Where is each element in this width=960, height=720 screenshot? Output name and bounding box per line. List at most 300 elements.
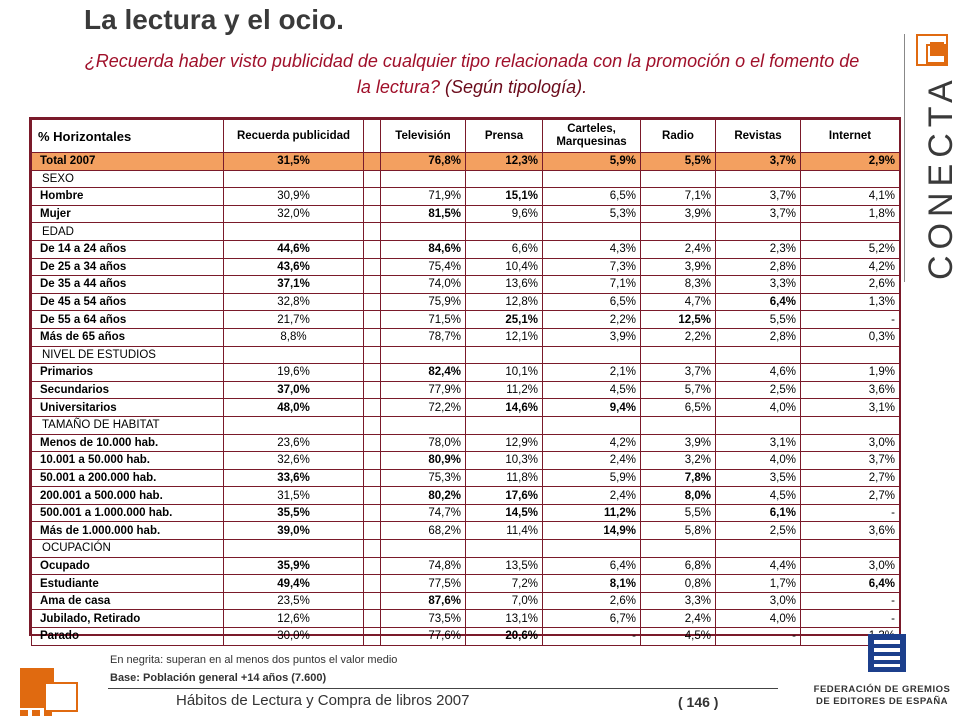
table-cell — [364, 434, 381, 452]
table-row — [32, 258, 900, 276]
table-cell: 11,8% — [466, 469, 543, 487]
federation-logo-icon — [868, 634, 906, 672]
table-cell: 5,8% — [641, 522, 716, 540]
table-cell — [466, 223, 543, 241]
table-cell: 5,5% — [641, 153, 716, 171]
row-label: Ama de casa — [32, 592, 224, 610]
table-cell: 32,8% — [224, 293, 364, 311]
table-row — [32, 240, 900, 258]
table-cell — [716, 223, 801, 241]
federation-name — [812, 684, 952, 708]
table-cell: 12,8% — [466, 293, 543, 311]
table-cell: 1,8% — [801, 205, 900, 223]
row-label: OCUPACIÓN — [32, 540, 224, 558]
page-number: ( 146 ) — [678, 694, 719, 710]
table-cell — [801, 346, 900, 364]
table-row — [32, 276, 900, 294]
table-cell: 2,4% — [641, 240, 716, 258]
table-cell: 7,8% — [641, 469, 716, 487]
row-label: Mujer — [32, 205, 224, 223]
table-cell — [364, 381, 381, 399]
table-cell: 3,9% — [641, 434, 716, 452]
table-cell — [364, 258, 381, 276]
table-cell: 77,9% — [381, 381, 466, 399]
table-cell — [641, 170, 716, 188]
column-header: Carteles, Marquesinas — [543, 120, 641, 153]
table-cell: 2,9% — [801, 153, 900, 171]
table-cell: 71,5% — [381, 311, 466, 329]
table-cell: 74,7% — [381, 504, 466, 522]
table-cell: 23,5% — [224, 592, 364, 610]
table-cell — [716, 416, 801, 434]
row-label: Hombre — [32, 188, 224, 206]
table-cell: 4,3% — [543, 240, 641, 258]
table-cell — [364, 311, 381, 329]
row-label: Más de 1.000.000 hab. — [32, 522, 224, 540]
section-row — [32, 346, 900, 364]
table-cell: 80,2% — [381, 487, 466, 505]
table-cell — [364, 610, 381, 628]
table-cell — [466, 416, 543, 434]
table-cell — [466, 346, 543, 364]
column-header: Recuerda publicidad — [224, 120, 364, 153]
table-cell: 10,3% — [466, 452, 543, 470]
table-cell: 12,6% — [224, 610, 364, 628]
table-cell: 5,5% — [641, 504, 716, 522]
table-cell — [801, 223, 900, 241]
table-cell: 8,3% — [641, 276, 716, 294]
table-cell: 31,5% — [224, 487, 364, 505]
table-cell: - — [801, 311, 900, 329]
table-cell — [364, 469, 381, 487]
row-label: Universitarios — [32, 399, 224, 417]
table-cell: 4,5% — [716, 487, 801, 505]
table-cell: - — [801, 592, 900, 610]
table-cell: 74,0% — [381, 276, 466, 294]
table-cell: 75,3% — [381, 469, 466, 487]
table-cell — [466, 170, 543, 188]
table-cell: 2,2% — [543, 311, 641, 329]
table-cell: 87,6% — [381, 592, 466, 610]
column-header: Revistas — [716, 120, 801, 153]
table-cell — [364, 575, 381, 593]
table-cell — [543, 170, 641, 188]
table-cell: 2,7% — [801, 487, 900, 505]
table-cell — [543, 223, 641, 241]
table-row — [32, 575, 900, 593]
subtitle-note: (Según tipología). — [444, 77, 588, 97]
table-row — [32, 293, 900, 311]
table-cell: 3,0% — [801, 434, 900, 452]
table-cell: 3,7% — [716, 153, 801, 171]
table-cell: 25,1% — [466, 311, 543, 329]
table-cell: 3,7% — [716, 188, 801, 206]
table-cell — [364, 205, 381, 223]
section-row — [32, 223, 900, 241]
table-cell: - — [801, 610, 900, 628]
subtitle-question: ¿Recuerda haber visto publicidad de cualquier tipo relacionada con la promoción o el fomento de la lectura? — [84, 51, 860, 97]
table-cell: 76,8% — [381, 153, 466, 171]
footer-divider — [108, 688, 778, 689]
table-cell: 2,6% — [801, 276, 900, 294]
table-cell: 2,4% — [543, 452, 641, 470]
table-cell: 30,0% — [224, 628, 364, 646]
table-cell: 14,9% — [543, 522, 641, 540]
sample-base: Base: Población general +14 años (7.600) — [110, 672, 327, 684]
row-label: NIVEL DE ESTUDIOS — [32, 346, 224, 364]
table-cell: 32,0% — [224, 205, 364, 223]
table-cell: 32,6% — [224, 452, 364, 470]
table-cell: 3,7% — [801, 452, 900, 470]
table-cell: 75,4% — [381, 258, 466, 276]
table-row — [32, 205, 900, 223]
table-cell: 14,6% — [466, 399, 543, 417]
table-cell — [543, 540, 641, 558]
row-label: EDAD — [32, 223, 224, 241]
table-cell — [364, 346, 381, 364]
table-cell: 6,4% — [543, 557, 641, 575]
table-cell — [364, 276, 381, 294]
table-cell — [543, 416, 641, 434]
page-subtitle — [82, 48, 862, 100]
table-row — [32, 469, 900, 487]
table-cell: 6,5% — [543, 293, 641, 311]
table-cell: 4,0% — [716, 610, 801, 628]
table-cell: 4,5% — [543, 381, 641, 399]
table-row — [32, 610, 900, 628]
page-title: La lectura y el ocio. — [84, 4, 344, 35]
data-table-container — [29, 117, 901, 643]
table-cell: 6,8% — [641, 557, 716, 575]
table-cell — [224, 416, 364, 434]
section-row — [32, 540, 900, 558]
table-cell: 8,1% — [543, 575, 641, 593]
table-row — [32, 452, 900, 470]
table-cell: 3,5% — [716, 469, 801, 487]
table-cell — [641, 223, 716, 241]
table-row — [32, 364, 900, 382]
table-row — [32, 381, 900, 399]
table-cell — [364, 188, 381, 206]
table-cell: 2,6% — [543, 592, 641, 610]
table-cell — [364, 522, 381, 540]
table-cell: 75,9% — [381, 293, 466, 311]
brand-divider — [904, 34, 905, 282]
table-cell: 6,1% — [716, 504, 801, 522]
table-cell: 7,1% — [641, 188, 716, 206]
table-cell: 4,7% — [641, 293, 716, 311]
table-cell: 3,7% — [641, 364, 716, 382]
table-cell: 1,7% — [716, 575, 801, 593]
table-cell — [801, 416, 900, 434]
table-cell: 48,0% — [224, 399, 364, 417]
table-cell: 5,2% — [801, 240, 900, 258]
table-cell: 3,7% — [716, 205, 801, 223]
table-cell: 4,4% — [716, 557, 801, 575]
footer-title: Hábitos de Lectura y Compra de libros 2007 — [176, 692, 470, 709]
table-cell: 73,5% — [381, 610, 466, 628]
table-cell: 10,4% — [466, 258, 543, 276]
table-cell: 84,6% — [381, 240, 466, 258]
table-cell — [364, 223, 381, 241]
table-cell: 4,0% — [716, 399, 801, 417]
table-cell: 6,6% — [466, 240, 543, 258]
row-label: Más de 65 años — [32, 328, 224, 346]
table-cell: 5,7% — [641, 381, 716, 399]
table-cell: 2,4% — [641, 610, 716, 628]
table-cell: 6,5% — [641, 399, 716, 417]
table-cell — [543, 346, 641, 364]
table-cell: 12,1% — [466, 328, 543, 346]
column-header: Televisión — [381, 120, 466, 153]
table-cell: 68,2% — [381, 522, 466, 540]
table-cell — [364, 592, 381, 610]
table-cell: 5,3% — [543, 205, 641, 223]
table-cell: 0,8% — [641, 575, 716, 593]
table-cell: 0,3% — [801, 328, 900, 346]
row-label: Primarios — [32, 364, 224, 382]
table-cell: 3,9% — [543, 328, 641, 346]
table-cell — [381, 416, 466, 434]
row-label: 50.001 a 200.000 hab. — [32, 469, 224, 487]
table-cell: 31,5% — [224, 153, 364, 171]
section-row — [32, 170, 900, 188]
table-row — [32, 399, 900, 417]
row-label: 10.001 a 50.000 hab. — [32, 452, 224, 470]
table-cell — [224, 223, 364, 241]
table-cell: 2,7% — [801, 469, 900, 487]
table-cell: 5,9% — [543, 469, 641, 487]
table-cell — [466, 540, 543, 558]
row-label: De 25 a 34 años — [32, 258, 224, 276]
table-cell: 11,2% — [466, 381, 543, 399]
table-cell: 77,6% — [381, 628, 466, 646]
corner-logo-dot-icon — [44, 710, 52, 716]
table-row — [32, 487, 900, 505]
table-cell: 8,8% — [224, 328, 364, 346]
table-cell — [641, 540, 716, 558]
table-cell: 10,1% — [466, 364, 543, 382]
table-cell: 7,3% — [543, 258, 641, 276]
table-cell: 6,7% — [543, 610, 641, 628]
table-cell: 35,5% — [224, 504, 364, 522]
table-cell: 2,3% — [716, 240, 801, 258]
table-cell: 6,5% — [543, 188, 641, 206]
table-cell: 19,6% — [224, 364, 364, 382]
row-label: Secundarios — [32, 381, 224, 399]
table-cell — [364, 416, 381, 434]
table-cell: 12,9% — [466, 434, 543, 452]
table-cell: 2,5% — [716, 522, 801, 540]
table-cell: 78,0% — [381, 434, 466, 452]
table-cell — [364, 557, 381, 575]
table-cell — [381, 170, 466, 188]
table-cell: 23,6% — [224, 434, 364, 452]
table-cell: 44,6% — [224, 240, 364, 258]
table-cell: 14,5% — [466, 504, 543, 522]
table-cell: 2,1% — [543, 364, 641, 382]
table-cell — [716, 170, 801, 188]
table-cell: 71,9% — [381, 188, 466, 206]
table-cell: 3,2% — [641, 452, 716, 470]
table-cell: 13,5% — [466, 557, 543, 575]
table-cell: 2,4% — [543, 487, 641, 505]
row-label: Total 2007 — [32, 153, 224, 171]
table-cell: 3,0% — [801, 557, 900, 575]
table-cell — [364, 540, 381, 558]
column-header — [364, 120, 381, 153]
table-cell: 5,9% — [543, 153, 641, 171]
table-cell: 3,6% — [801, 381, 900, 399]
brand-logo: CONECTA — [922, 74, 960, 280]
table-cell — [364, 452, 381, 470]
row-label: 200.001 a 500.000 hab. — [32, 487, 224, 505]
table-row — [32, 504, 900, 522]
table-cell: 13,1% — [466, 610, 543, 628]
table-cell — [364, 487, 381, 505]
table-cell: 7,1% — [543, 276, 641, 294]
table-cell: 74,8% — [381, 557, 466, 575]
row-label: De 55 a 64 años — [32, 311, 224, 329]
table-cell: 4,1% — [801, 188, 900, 206]
row-label: De 35 a 44 años — [32, 276, 224, 294]
table-cell: 3,1% — [716, 434, 801, 452]
table-cell — [364, 628, 381, 646]
table-row — [32, 522, 900, 540]
row-label: De 14 a 24 años — [32, 240, 224, 258]
corner-logo-dot-icon — [20, 710, 28, 716]
row-label: Menos de 10.000 hab. — [32, 434, 224, 452]
table-cell: 15,1% — [466, 188, 543, 206]
table-cell — [224, 170, 364, 188]
table-cell: 3,3% — [641, 592, 716, 610]
table-body — [32, 153, 900, 646]
table-row — [32, 434, 900, 452]
table-cell: 77,5% — [381, 575, 466, 593]
table-cell: 3,1% — [801, 399, 900, 417]
table-cell — [364, 399, 381, 417]
table-cell: 3,0% — [716, 592, 801, 610]
table-cell: 2,8% — [716, 328, 801, 346]
table-cell: 3,9% — [641, 258, 716, 276]
table-cell: 2,8% — [716, 258, 801, 276]
table-cell — [364, 240, 381, 258]
table-cell: 6,4% — [801, 575, 900, 593]
table-row — [32, 311, 900, 329]
table-cell: 35,9% — [224, 557, 364, 575]
table-cell — [381, 540, 466, 558]
table-cell — [364, 504, 381, 522]
federation-line1: FEDERACIÓN DE GREMIOS — [813, 684, 951, 695]
table-corner: % Horizontales — [32, 120, 224, 153]
table-cell: 82,4% — [381, 364, 466, 382]
table-cell: 9,6% — [466, 205, 543, 223]
corner-logo-dot-icon — [32, 710, 40, 716]
row-label: Parado — [32, 628, 224, 646]
table-cell: 43,6% — [224, 258, 364, 276]
table-cell: 20,6% — [466, 628, 543, 646]
column-header: Prensa — [466, 120, 543, 153]
table-cell: 1,9% — [801, 364, 900, 382]
table-cell: 21,7% — [224, 311, 364, 329]
table-cell: 78,7% — [381, 328, 466, 346]
table-cell: 49,4% — [224, 575, 364, 593]
table-cell: 2,2% — [641, 328, 716, 346]
table-cell: 13,6% — [466, 276, 543, 294]
table-cell: 12,5% — [641, 311, 716, 329]
table-cell: 33,6% — [224, 469, 364, 487]
table-cell — [641, 346, 716, 364]
table-cell: 4,2% — [543, 434, 641, 452]
bold-note: En negrita: superan en al menos dos puntos el valor medio — [110, 654, 398, 666]
table-cell: - — [801, 504, 900, 522]
table-cell — [364, 153, 381, 171]
row-label: Ocupado — [32, 557, 224, 575]
table-cell: 9,4% — [543, 399, 641, 417]
table-cell — [381, 223, 466, 241]
data-table — [31, 119, 900, 646]
column-header: Radio — [641, 120, 716, 153]
table-cell: 37,1% — [224, 276, 364, 294]
row-label: Jubilado, Retirado — [32, 610, 224, 628]
row-label: TAMAÑO DE HABITAT — [32, 416, 224, 434]
table-row — [32, 557, 900, 575]
table-row — [32, 628, 900, 646]
table-cell: 5,5% — [716, 311, 801, 329]
table-cell: - — [543, 628, 641, 646]
row-label: SEXO — [32, 170, 224, 188]
table-cell: 17,6% — [466, 487, 543, 505]
table-cell: 4,5% — [641, 628, 716, 646]
table-cell: 39,0% — [224, 522, 364, 540]
table-cell — [801, 540, 900, 558]
table-cell: 80,9% — [381, 452, 466, 470]
table-header-row — [32, 120, 900, 153]
table-cell: 6,4% — [716, 293, 801, 311]
table-cell: 7,0% — [466, 592, 543, 610]
table-cell: 4,6% — [716, 364, 801, 382]
table-cell — [801, 170, 900, 188]
table-cell: 11,2% — [543, 504, 641, 522]
table-row — [32, 188, 900, 206]
table-cell: 4,0% — [716, 452, 801, 470]
table-cell — [364, 328, 381, 346]
table-cell: 8,0% — [641, 487, 716, 505]
table-cell — [716, 540, 801, 558]
column-header: Internet — [801, 120, 900, 153]
total-row — [32, 153, 900, 171]
table-cell: 81,5% — [381, 205, 466, 223]
table-cell — [381, 346, 466, 364]
table-cell: 37,0% — [224, 381, 364, 399]
table-cell: 72,2% — [381, 399, 466, 417]
table-cell: 30,9% — [224, 188, 364, 206]
table-cell: 3,9% — [641, 205, 716, 223]
table-cell: 4,2% — [801, 258, 900, 276]
row-label: 500.001 a 1.000.000 hab. — [32, 504, 224, 522]
table-cell: 11,4% — [466, 522, 543, 540]
table-cell — [224, 540, 364, 558]
table-cell — [224, 346, 364, 364]
section-row — [32, 416, 900, 434]
federation-line2: DE EDITORES DE ESPAÑA — [815, 696, 949, 707]
table-cell — [364, 170, 381, 188]
table-cell: 1,3% — [801, 293, 900, 311]
table-cell: - — [716, 628, 801, 646]
table-cell — [641, 416, 716, 434]
table-cell: 3,3% — [716, 276, 801, 294]
table-cell: 2,5% — [716, 381, 801, 399]
